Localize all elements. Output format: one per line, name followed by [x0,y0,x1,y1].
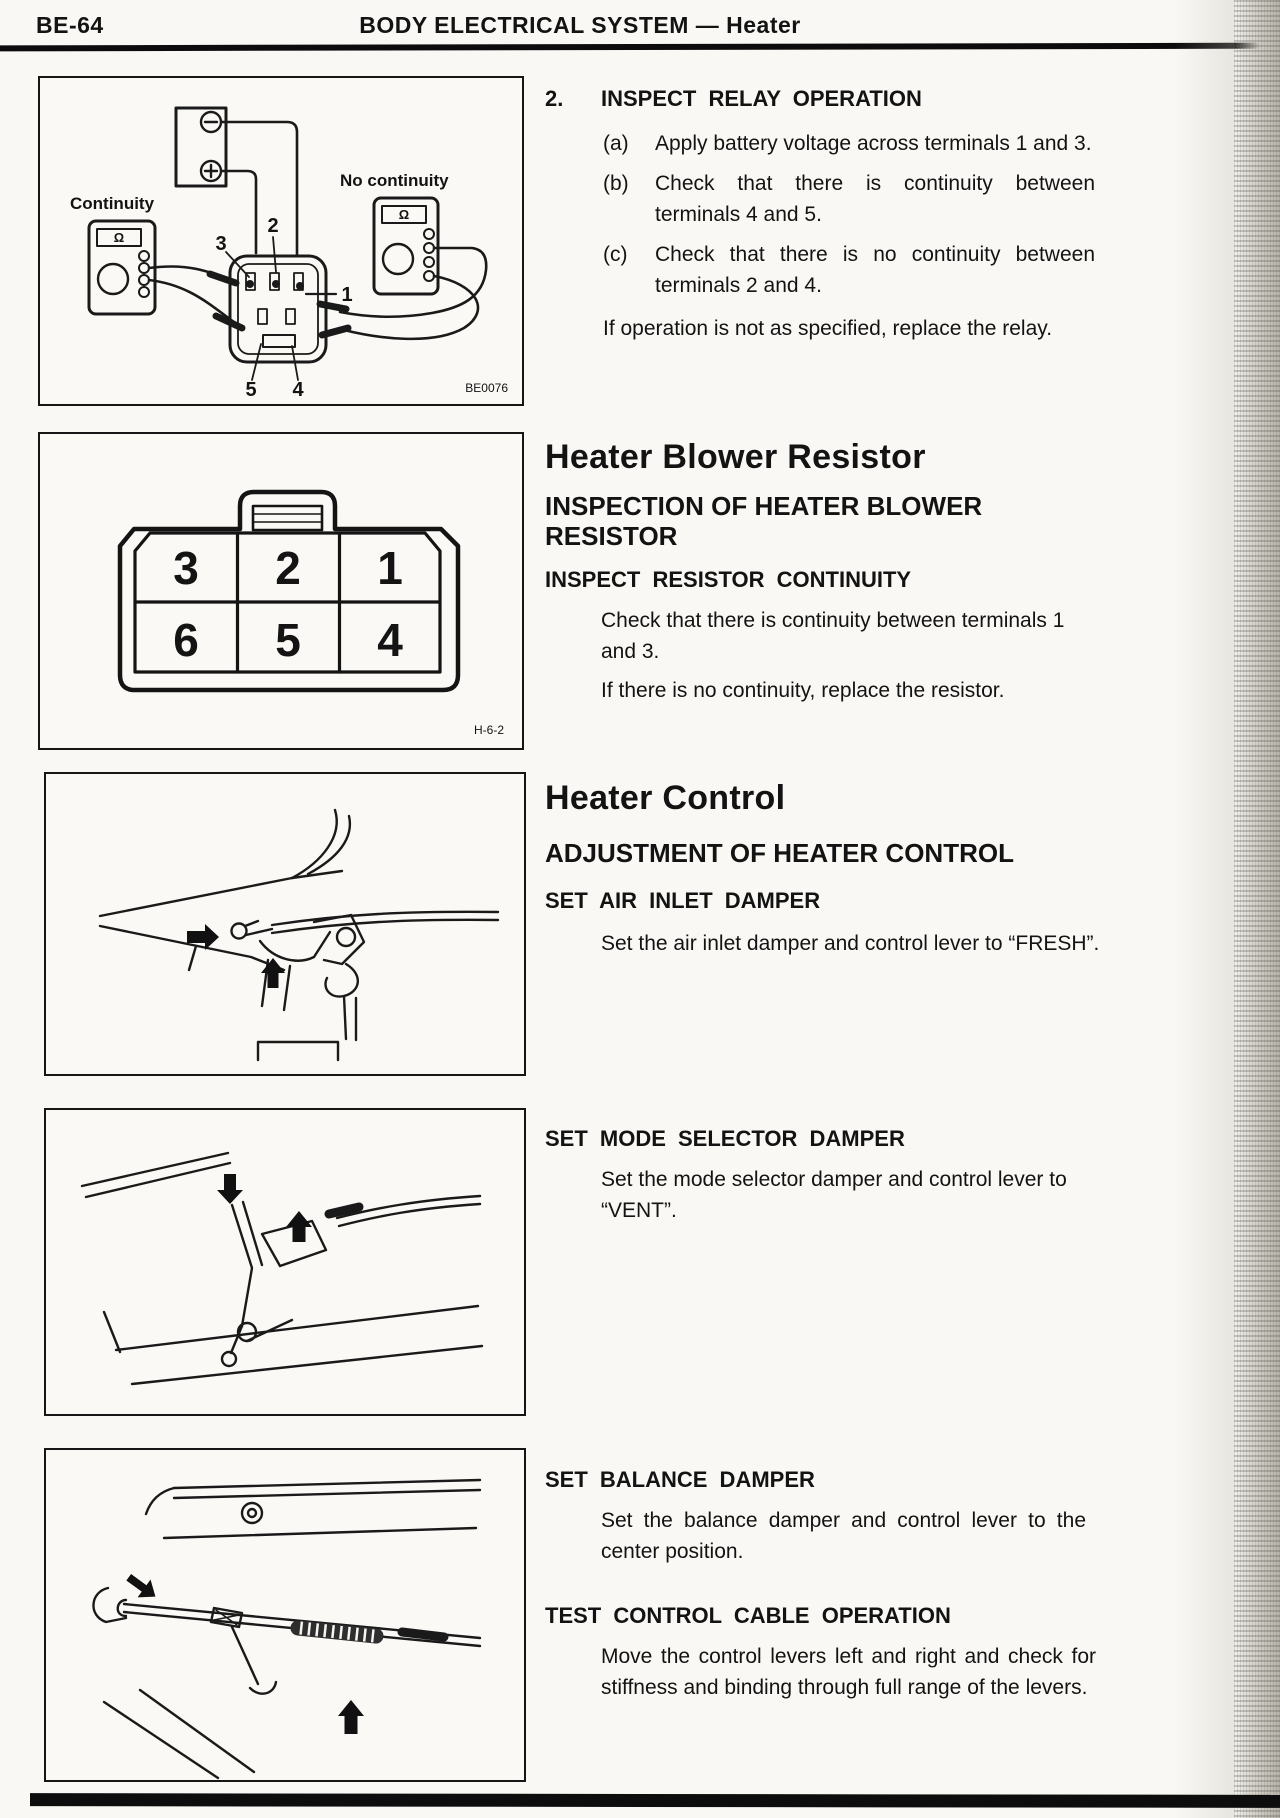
step-item [545,239,1105,301]
figure-resistor-connector [38,432,524,750]
section-balance-damper [545,1467,1105,1703]
procedure-heading: SET BALANCE DAMPER [545,1467,815,1492]
procedure-text: Set the air inlet damper and control lever to “FRESH”. [601,932,1100,955]
section-heater-control [545,778,1105,959]
figure-air-inlet-damper [44,772,526,1076]
section-relay-inspection [545,86,1105,344]
figure-balance-damper [44,1448,526,1782]
arrow-up-icon [338,1700,364,1734]
relay-test-illustration [40,78,522,404]
procedure-text: Set the balance damper and control lever to the center position. [601,1509,1086,1563]
figure-code: BE0076 [465,381,508,395]
terminal-label-5: 5 [245,379,257,401]
step-label: (b) [603,172,629,195]
mode-selector-illustration [46,1110,524,1414]
terminal-cell-1: 1 [377,542,403,594]
ohm-symbol-icon: Ω [113,230,125,245]
section-number: 2. [545,86,564,111]
figure-mode-selector-damper [44,1108,526,1416]
arrow-up-icon [286,1211,312,1242]
air-inlet-linework [100,810,498,1060]
arrow-down-icon [217,1174,243,1204]
terminal-label-2: 2 [267,215,279,237]
arrow-right-down-icon [122,1568,162,1605]
section-note: If operation is not as specified, replace the relay. [603,317,1053,340]
balance-damper-illustration [46,1450,524,1780]
figure-code: H-6-2 [473,723,504,737]
procedure-heading: SET AIR INLET DAMPER [545,888,821,913]
step-label: (c) [603,243,628,266]
procedure-text: Check that there is continuity between terminals 1 and 3. [601,609,1065,663]
bottom-rule [30,1793,1280,1808]
terminal-label-1: 1 [341,284,353,306]
ohm-symbol-icon: Ω [398,207,410,222]
section-title: Heater Control [545,779,786,817]
procedure-text: Set the mode selector damper and control lever to “VENT”. [601,1168,1067,1222]
scan-edge-fade [1174,0,1234,1818]
no-continuity-label: No continuity [340,171,449,190]
section-blower-resistor [545,437,1105,706]
section-subtitle: INSPECTION OF HEATER BLOWER RESISTOR [545,491,983,551]
figure-relay-test [38,76,524,406]
connector-lock-tab [253,506,322,530]
procedure-text: If there is no continuity, replace the resistor. [601,679,1005,702]
terminal-cell-4: 4 [377,614,403,666]
terminal-cell-2: 2 [275,542,301,594]
battery-minus-icon [201,112,221,132]
section-subtitle: ADJUSTMENT OF HEATER CONTROL [545,838,1014,868]
step-text: Check that there is continuity between terminals 4 and 5. [655,172,1095,226]
terminal-label-3: 3 [215,233,227,255]
header-rule [0,43,1280,52]
step-text: Check that there is no continuity between terminals 2 and 4. [655,243,1095,297]
step-item [545,168,1105,230]
terminal-cell-6: 6 [173,614,199,666]
procedure-heading: INSPECT RESISTOR CONTINUITY [545,567,912,592]
procedure-heading: SET MODE SELECTOR DAMPER [545,1126,905,1151]
battery-wires [222,122,297,254]
page-title: BODY ELECTRICAL SYSTEM — Heater [359,12,801,38]
procedure-text: Move the control levers left and right and check for stiffness and binding through full range of the levers. [601,1645,1096,1699]
balance-damper-linework [93,1480,480,1778]
connector-illustration [40,434,522,748]
section-title: Heater Blower Resistor [545,438,926,476]
battery-plus-icon [201,161,221,181]
air-inlet-illustration [46,774,524,1074]
terminal-label-4: 4 [292,379,304,401]
procedure-heading: TEST CONTROL CABLE OPERATION [545,1603,951,1628]
section-mode-selector [545,1126,1105,1226]
mode-selector-linework [82,1153,482,1384]
section-title: INSPECT RELAY OPERATION [601,86,922,111]
cable-spring [298,1628,376,1636]
step-item [545,128,1105,159]
step-label: (a) [603,132,629,155]
terminal-cell-3: 3 [173,542,199,594]
terminal-cell-5: 5 [275,614,301,666]
step-text: Apply battery voltage across terminals 1 and 3. [655,132,1092,155]
continuity-label: Continuity [70,194,155,213]
scan-edge-band [1234,0,1280,1818]
page-number: BE-64 [36,12,104,38]
